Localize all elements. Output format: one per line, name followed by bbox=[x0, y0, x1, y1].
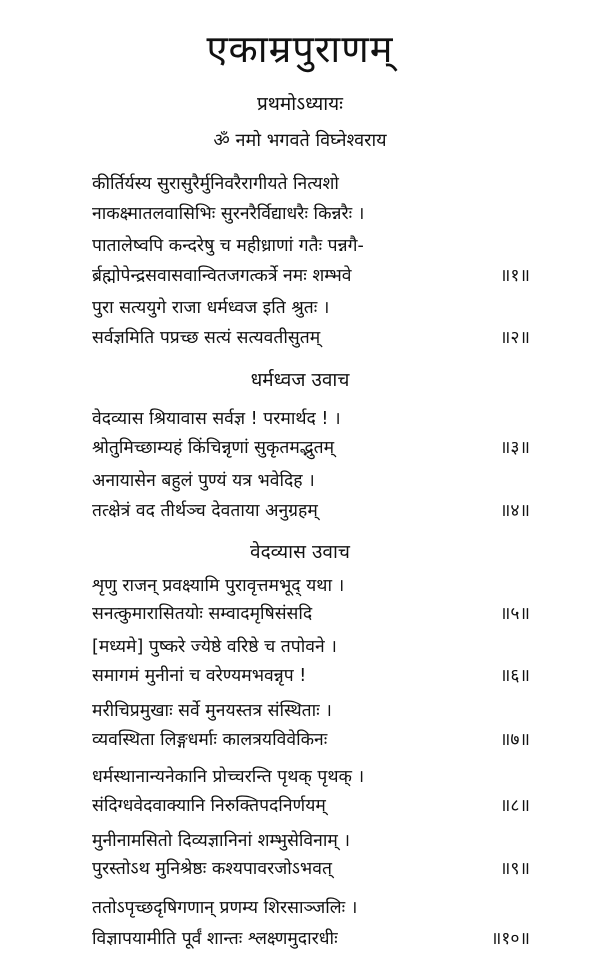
verse-line: संदिग्धवेदवाक्यानि निरुक्तिपदनिर्णयम् ॥८॥ bbox=[92, 793, 530, 817]
verse-line: समागमं मुनीनां च वरेण्यमभवन्नृप ! ॥६॥ bbox=[92, 663, 530, 687]
verse-number: ॥७॥ bbox=[499, 730, 530, 750]
verse-line: पुरस्तोऽथ मुनिश्रेष्ठः कश्यपावरजोऽभवत् ॥९॥ bbox=[92, 856, 530, 880]
verse-line: धर्मस्थानान्यनेकानि प्रोच्चरन्ति पृथक् पृथक् । bbox=[92, 767, 365, 787]
chapter-heading: प्रथमोऽध्यायः bbox=[256, 93, 344, 115]
verse-number: ॥६॥ bbox=[499, 666, 530, 686]
verse-line: पातालेष्वपि कन्दरेषु च महीध्राणां गतैः पन्नगै- bbox=[92, 236, 364, 256]
verse-number: ॥८॥ bbox=[499, 796, 530, 816]
verse-line: व्यवस्थिता लिङ्गधर्माः कालत्रयविवेकिनः ॥७॥ bbox=[92, 727, 530, 751]
verse-number: ॥४॥ bbox=[499, 501, 530, 521]
verse-number: ॥१॥ bbox=[499, 266, 530, 286]
verse-line: तत्क्षेत्रं वद तीर्थञ्च देवताया अनुग्रहम् ॥४॥ bbox=[92, 498, 530, 522]
page-title: एकाम्रपुराणम् bbox=[206, 27, 394, 71]
verse-number: ॥१०॥ bbox=[490, 929, 530, 949]
verse-number: ॥३॥ bbox=[499, 438, 530, 458]
verse-number: ॥९॥ bbox=[499, 859, 530, 879]
verse-number: ॥२॥ bbox=[499, 328, 530, 348]
verse-line: अनायासेन बहुलं पुण्यं यत्र भवेदिह । bbox=[92, 471, 315, 491]
verse-number: ॥५॥ bbox=[499, 604, 530, 624]
invocation-line: ॐ नमो भगवते विघ्नेश्वराय bbox=[213, 130, 387, 151]
speaker-heading: धर्मध्वज उवाच bbox=[250, 369, 350, 391]
verse-line: श्रोतुमिच्छाम्यहं किंचिन्नृणां सुकृतमद्भुतम् ॥३॥ bbox=[92, 435, 530, 459]
verse-line: सर्वज्ञमिति पप्रच्छ सत्यं सत्यवतीसुतम् ॥२॥ bbox=[92, 325, 530, 349]
speaker-heading: वेदव्यास उवाच bbox=[250, 541, 350, 563]
verse-line: [मध्यमे] पुष्करे ज्येष्ठे वरिष्ठे च तपोवने । bbox=[92, 637, 337, 657]
verse-line: सनत्कुमारासितयोः सम्वादमृषिसंसदि ॥५॥ bbox=[92, 601, 530, 625]
verse-line: विज्ञापयामीति पूर्वं शान्तः श्लक्ष्णमुदारधीः ॥१०॥ bbox=[92, 926, 530, 950]
verse-line: मरीचिप्रमुखाः सर्वे मुनयस्तत्र संस्थिताः । bbox=[92, 701, 332, 721]
verse-line: वेदव्यास श्रियावास सर्वज्ञ ! परमार्थद ! । bbox=[92, 409, 341, 429]
verse-line: पुरा सत्ययुगे राजा धर्मध्वज इति श्रुतः । bbox=[92, 298, 330, 318]
verse-line: र्ब्रह्मोपेन्द्रसवासवान्वितजगत्कर्त्रे नमः शम्भवे ॥१॥ bbox=[92, 263, 530, 287]
verse-line: कीर्तिर्यस्य सुरासुरैर्मुनिवरैरागीयते नित्यशो bbox=[92, 174, 339, 194]
verse-line: नाकक्ष्मातलवासिभिः सुरनरैर्विद्याधरैः किन्नरैः । bbox=[92, 204, 365, 224]
verse-line: शृणु राजन् प्रवक्ष्यामि पुरावृत्तमभूद् यथा । bbox=[92, 576, 345, 596]
verse-line: ततोऽपृच्छदृषिगणान् प्रणम्य शिरसाञ्जलिः । bbox=[92, 898, 358, 918]
verse-line: मुनीनामसितो दिव्यज्ञानिनां शम्भुसेविनाम् । bbox=[92, 831, 351, 851]
